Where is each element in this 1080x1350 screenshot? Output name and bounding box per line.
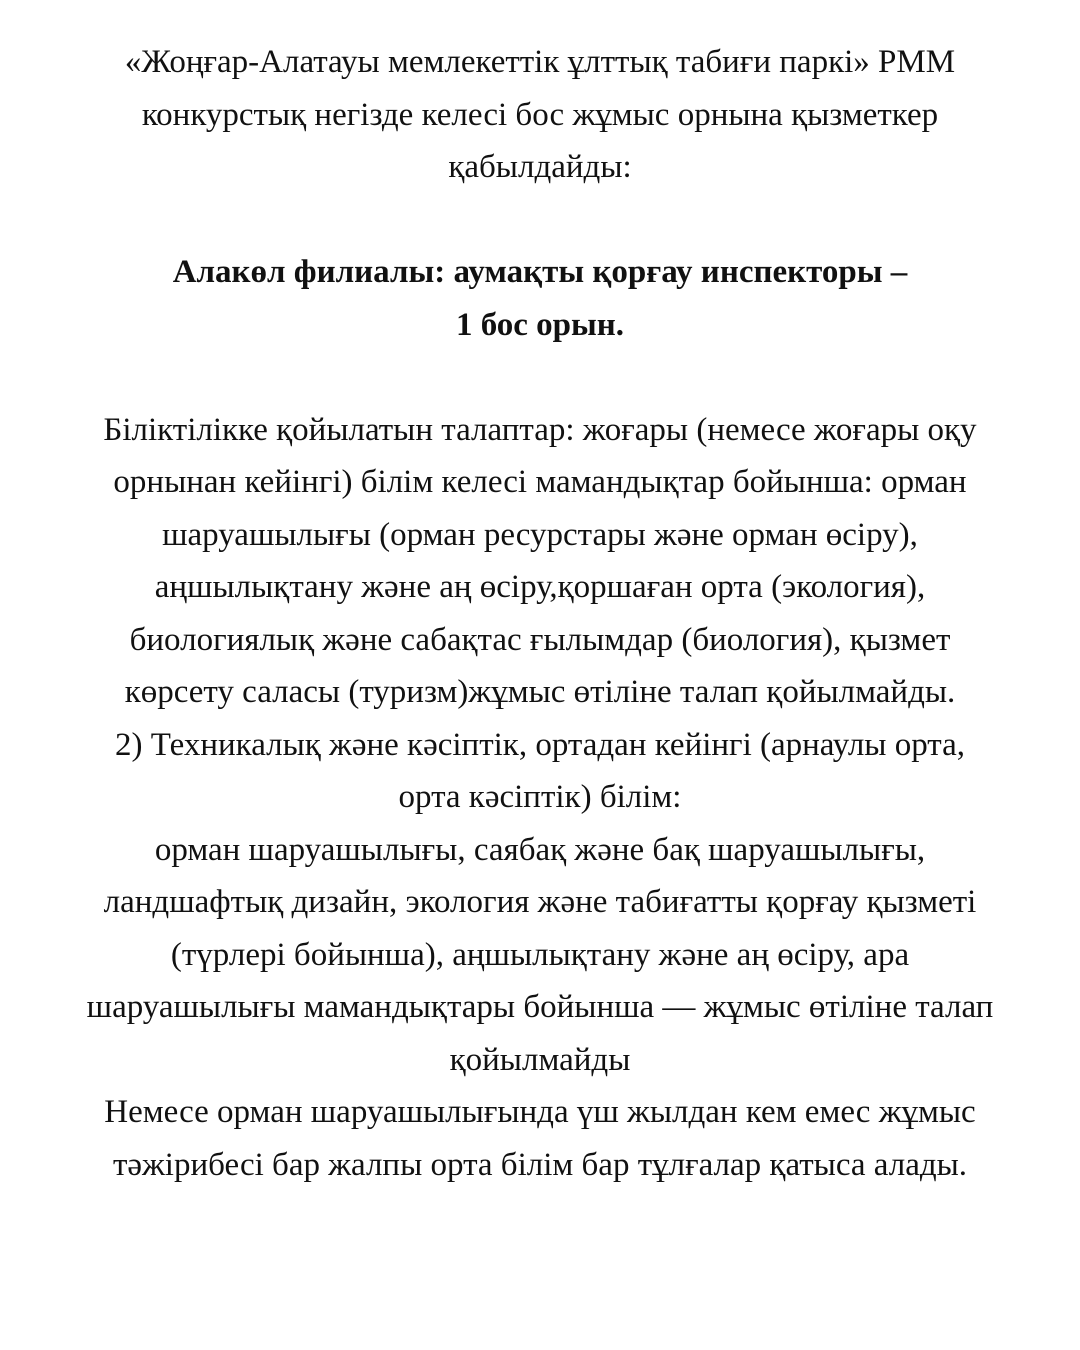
intro-line: «Жоңғар-Алатауы мемлекеттік ұлттық табиғи паркі» РММ (124, 44, 956, 80)
vacancy-heading (0, 246, 1080, 351)
requirements-line: биологиялық және сабақтас ғылымдар (биология), қызмет (129, 621, 951, 658)
requirements-line: орнынан кейінгі) білім келесі мамандықтар бойынша: орман (113, 464, 967, 500)
requirements-line: орман шаруашылығы, саябақ және бақ шаруашылығы, (154, 831, 926, 868)
requirements-line: Немесе орман шаруашылығында үш жылдан кем емес жұмыс (104, 1094, 976, 1130)
paragraph-gap (0, 351, 1080, 404)
requirements-line: ландшафтық дизайн, экология және табиғатты қорғау қызметі (103, 884, 977, 920)
intro-line: конкурстық негізде келесі бос жұмыс орнына қызметкер (141, 96, 939, 133)
requirements-line: аңшылықтану және аң өсіру,қоршаған орта (экология), (154, 569, 926, 605)
requirements-line: шаруашылығы (орман ресурстары және орман өсіру), (162, 516, 918, 553)
heading-line: Алакөл филиалы: аумақты қорғау инспекторы – (172, 254, 908, 290)
requirements-line: көрсету саласы (туризм)жұмыс өтіліне талап қойылмайды. (124, 674, 956, 710)
requirements-line: тәжірибесі бар жалпы орта білім бар тұлғалар қатыса алады. (112, 1146, 968, 1183)
requirements-line: Біліктілікке қойылатын талаптар: жоғары (немесе жоғары оқу (103, 411, 977, 448)
requirements-line: (түрлері бойынша), аңшылықтану және аң өсіру, ара (170, 936, 910, 973)
intro-paragraph (0, 36, 1080, 194)
requirements-line: орта кәсіптік) білім: (398, 779, 682, 815)
requirements-line: қойылмайды (449, 1041, 631, 1078)
announcement-document (0, 36, 1080, 1191)
requirements-paragraph (0, 404, 1080, 1192)
intro-line: қабылдайды: (448, 149, 632, 185)
heading-line: 1 бос орын. (455, 306, 625, 343)
requirements-line: шаруашылығы мамандықтары бойынша — жұмыс өтіліне талап (86, 989, 994, 1025)
paragraph-gap (0, 194, 1080, 247)
requirements-line: 2) Техникалық және кәсіптік, ортадан кейінгі (арнаулы орта, (114, 726, 966, 763)
